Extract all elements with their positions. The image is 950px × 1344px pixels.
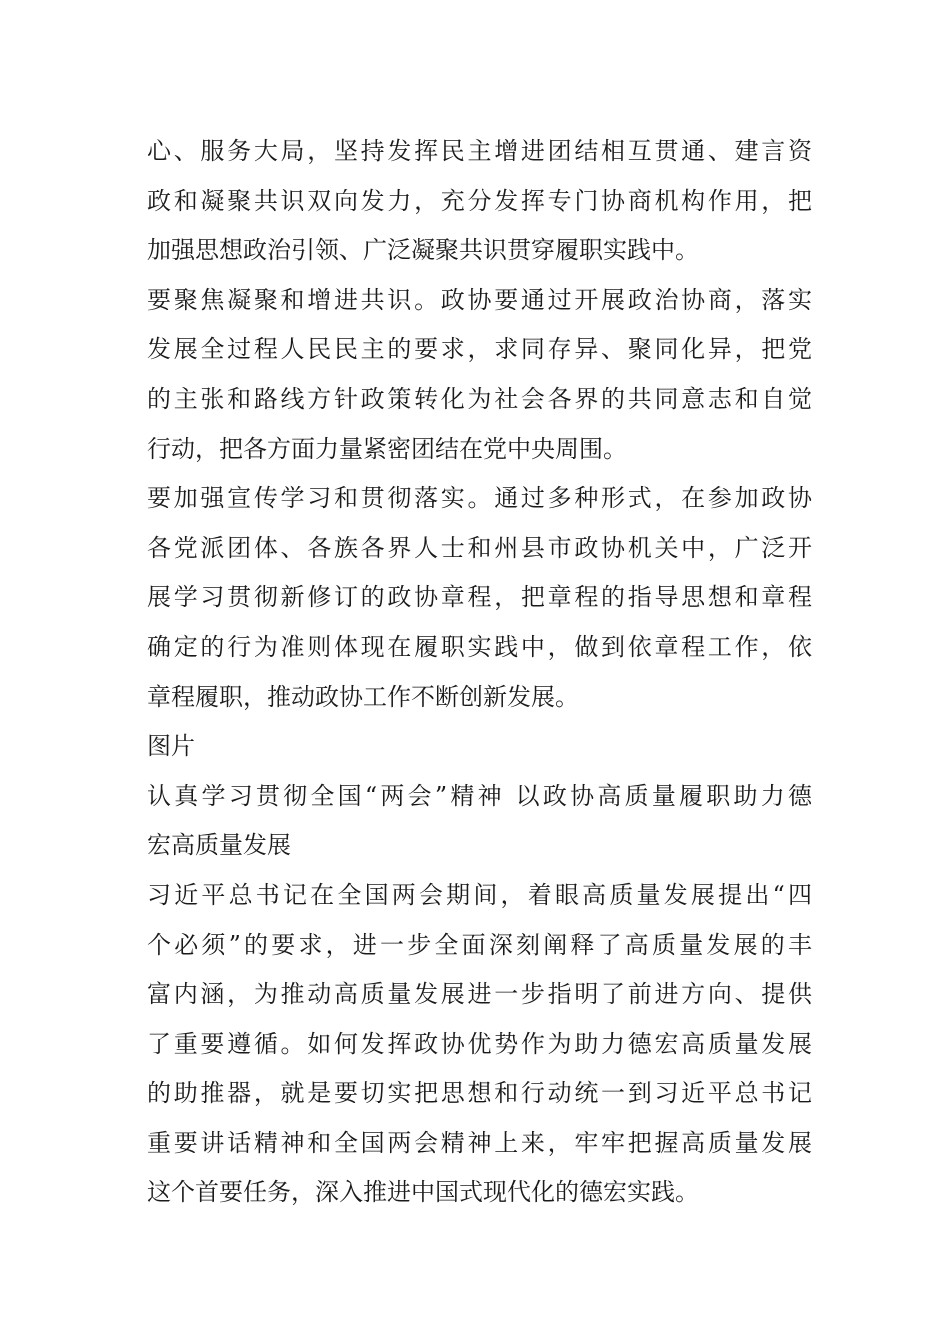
document-page [147,127,812,1218]
text-line: 发展全过程人民民主的要求，求同存异、聚同化异，把党 [147,335,812,364]
text-line: 章程履职，推动政协工作不断创新发展。 [147,682,579,711]
text-line: 富内涵，为推动高质量发展进一步指明了前进方向、提供 [147,980,812,1009]
text-line: 宏高质量发展 [147,831,291,860]
text-line: 行动，把各方面力量紧密团结在党中央周围。 [147,434,627,463]
text-line: 加强思想政治引领、广泛凝聚共识贯穿履职实践中。 [147,236,699,265]
section-heading [147,772,812,871]
image-placeholder-label [147,722,812,772]
paragraph-continuation [147,127,812,276]
text-line: 的主张和路线方针政策转化为社会各界的共同意志和自觉 [147,384,812,413]
text-line: 确定的行为准则体现在履职实践中，做到依章程工作，依 [147,632,812,661]
text-line: 心、服务大局，坚持发挥民主增进团结相互贯通、建言资 [147,137,812,165]
text-line: 各党派团体、各族各界人士和州县市政协机关中，广泛开 [147,533,812,562]
text-line: 的助推器，就是要切实把思想和行动统一到习近平总书记 [147,1079,812,1108]
text-line: 要加强宣传学习和贯彻落实。通过多种形式，在参加政协 [147,484,812,513]
text-line: 政和凝聚共识双向发力，充分发挥专门协商机构作用，把 [147,186,812,215]
paragraph-high-quality [147,871,812,1218]
paragraph-publicity [147,474,812,722]
text-line: 要聚焦凝聚和增进共识。政协要通过开展政治协商，落实 [147,285,812,314]
text-line: 展学习贯彻新修订的政协章程，把章程的指导思想和章程 [147,583,812,612]
text-line: 重要讲话精神和全国两会精神上来，牢牢把握高质量发展 [147,1128,812,1157]
text-line: 认真学习贯彻全国“两会”精神 以政协高质量履职助力德 [147,781,812,810]
text-line: 习近平总书记在全国两会期间，着眼高质量发展提出“四 [147,880,812,909]
text-line: 这个首要任务，深入推进中国式现代化的德宏实践。 [147,1178,699,1207]
text-line: 图片 [147,732,195,761]
text-line: 了重要遵循。如何发挥政协优势作为助力德宏高质量发展 [147,1029,812,1058]
paragraph-consensus [147,276,812,474]
text-line: 个必须”的要求，进一步全面深刻阐释了高质量发展的丰 [147,930,812,959]
